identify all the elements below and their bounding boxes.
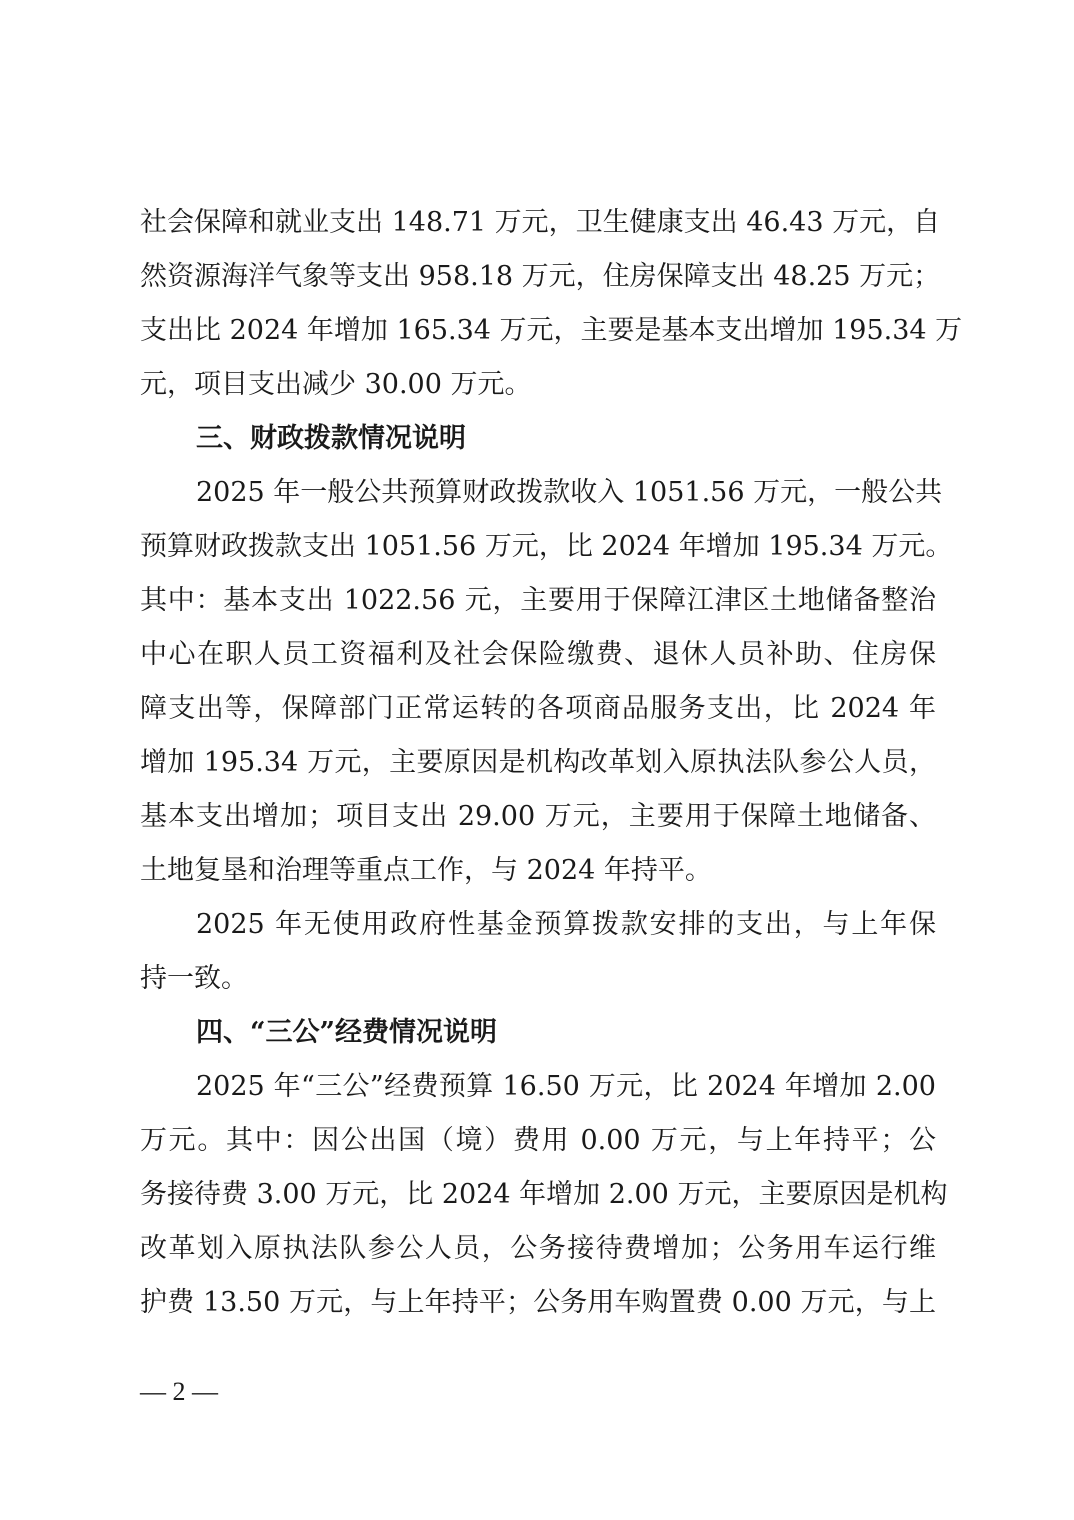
text-line: 增加 195.34 万元，主要原因是机构改革划入原执法队参公人员， [140, 747, 936, 778]
text-line: 元，项目支出减少 30.00 万元。 [140, 369, 532, 400]
text-line: 2025 年“三公”经费预算 16.50 万元，比 2024 年增加 2.00 [196, 1071, 936, 1102]
section-heading [140, 1006, 936, 1060]
text-line: 预算财政拨款支出 1051.56 万元，比 2024 年增加 195.34 万元。 [140, 531, 953, 562]
text-line: 改革划入原执法队参公人员，公务接待费增加；公务用车运行维 [140, 1233, 936, 1264]
text-line: 护费 13.50 万元，与上年持平；公务用车购置费 0.00 万元，与上 [140, 1287, 936, 1318]
text-line: 社会保障和就业支出 148.71 万元，卫生健康支出 46.43 万元，自 [140, 207, 941, 238]
heading-text: 三、财政拨款情况说明 [196, 423, 466, 454]
text-line: 2025 年无使用政府性基金预算拨款安排的支出，与上年保 [196, 909, 936, 940]
paragraph [140, 196, 963, 412]
text-line: 2025 年一般公共预算财政拨款收入 1051.56 万元，一般公共 [196, 477, 943, 508]
heading-text: 四、“三公”经费情况说明 [196, 1017, 498, 1048]
text-line: 万元。其中：因公出国（境）费用 0.00 万元，与上年持平；公 [140, 1125, 936, 1156]
paragraph [140, 466, 953, 898]
paragraph [140, 898, 936, 1006]
document-page [140, 196, 963, 1330]
section-heading [140, 412, 936, 466]
paragraph [140, 1060, 948, 1330]
text-line: 中心在职人员工资福利及社会保险缴费、退休人员补助、住房保 [140, 639, 936, 670]
text-line: 持一致。 [140, 963, 248, 994]
text-line: 障支出等，保障部门正常运转的各项商品服务支出，比 2024 年 [140, 693, 936, 724]
text-line: 其中：基本支出 1022.56 元，主要用于保障江津区土地储备整治 [140, 585, 936, 616]
text-line: 支出比 2024 年增加 165.34 万元，主要是基本支出增加 195.34 万 [140, 315, 963, 346]
text-line: 基本支出增加；项目支出 29.00 万元，主要用于保障土地储备、 [140, 801, 936, 832]
text-line: 土地复垦和治理等重点工作，与 2024 年持平。 [140, 855, 712, 886]
text-line: 然资源海洋气象等支出 958.18 万元，住房保障支出 48.25 万元； [140, 261, 941, 292]
text-line: 务接待费 3.00 万元，比 2024 年增加 2.00 万元，主要原因是机构 [140, 1179, 948, 1210]
page-number: — 2 — [140, 1377, 218, 1406]
